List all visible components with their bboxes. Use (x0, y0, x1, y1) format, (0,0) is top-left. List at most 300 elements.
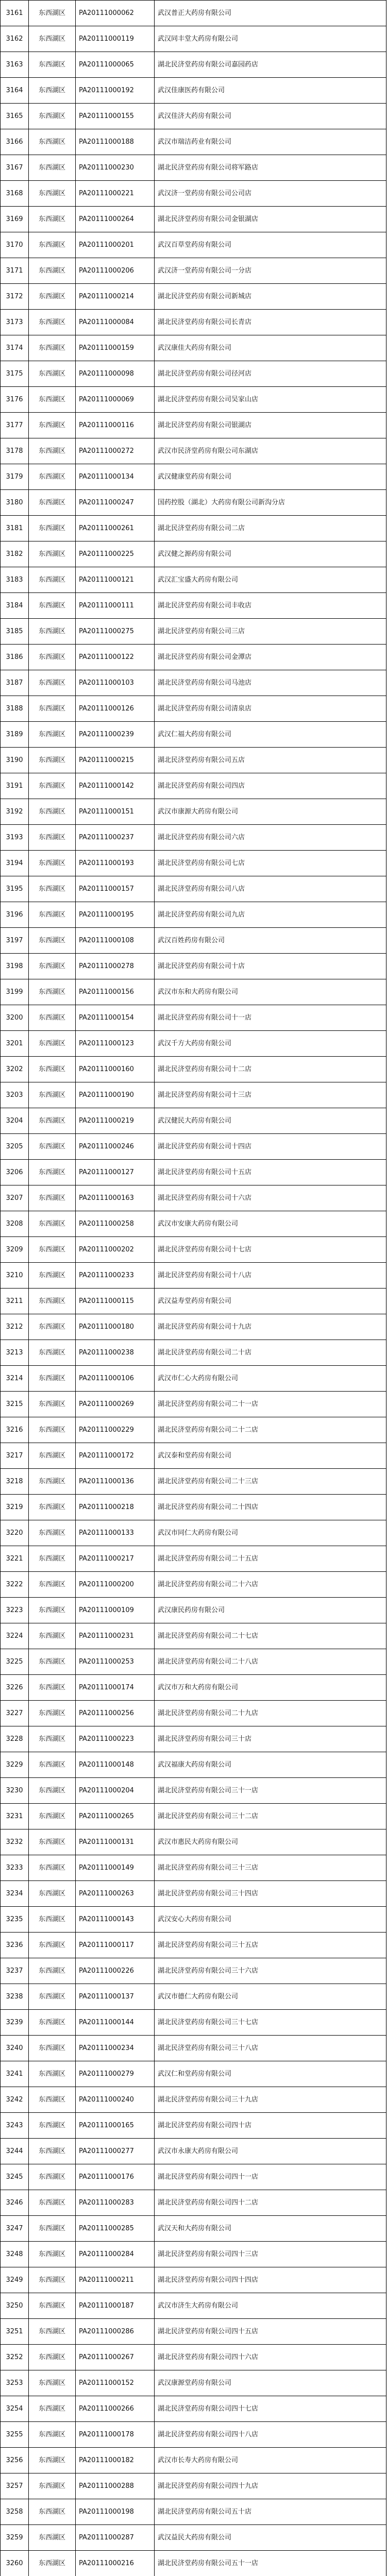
license-code-cell: PA20111000149 (76, 1855, 155, 1881)
row-number-cell: 3203 (1, 1082, 29, 1108)
row-number-cell: 3237 (1, 1958, 29, 1984)
license-code-cell: PA20111000288 (76, 2473, 155, 2499)
district-cell: 东西湖区 (29, 773, 76, 799)
district-cell: 东西湖区 (29, 1185, 76, 1211)
table-row (1, 2370, 386, 2396)
pharmacy-name-cell: 武汉康佳大药房有限公司 (155, 335, 386, 361)
table-row (1, 232, 386, 258)
row-number-cell: 3249 (1, 2267, 29, 2293)
table-row (1, 1649, 386, 1675)
license-code-cell: PA20111000221 (76, 181, 155, 207)
license-code-cell: PA20111000223 (76, 1726, 155, 1752)
pharmacy-name-cell: 武汉益民大药房有限公司 (155, 2525, 386, 2551)
pharmacy-name-cell: 武汉市惠民大药房有限公司 (155, 1829, 386, 1855)
pharmacy-name-cell: 湖北民济堂药房有限公司二十六店 (155, 1572, 386, 1598)
pharmacy-name-cell: 湖北民济堂药房有限公司二十三店 (155, 1469, 386, 1495)
table-row (1, 1546, 386, 1572)
pharmacy-name-cell: 湖北民济堂药房有限公司二十七店 (155, 1623, 386, 1649)
district-cell: 东西湖区 (29, 2242, 76, 2267)
license-code-cell: PA20111000160 (76, 1057, 155, 1082)
row-number-cell: 3202 (1, 1057, 29, 1082)
table-row (1, 1392, 386, 1417)
pharmacy-name-cell: 湖北民济堂药房有限公司十九店 (155, 1314, 386, 1340)
row-number-cell: 3170 (1, 232, 29, 258)
pharmacy-name-cell: 湖北民济堂药房有限公司三十四店 (155, 1881, 386, 1907)
district-cell: 东西湖区 (29, 181, 76, 207)
table-row (1, 1263, 386, 1289)
table-row (1, 1520, 386, 1546)
district-cell: 东西湖区 (29, 2267, 76, 2293)
row-number-cell: 3186 (1, 645, 29, 670)
row-number-cell: 3206 (1, 1160, 29, 1185)
district-cell: 东西湖区 (29, 310, 76, 335)
district-cell: 东西湖区 (29, 1546, 76, 1572)
license-code-cell: PA20111000239 (76, 722, 155, 748)
district-cell: 东西湖区 (29, 2473, 76, 2499)
license-code-cell: PA20111000103 (76, 670, 155, 696)
table-row (1, 1031, 386, 1057)
pharmacy-name-cell: 武汉百姓药房有限公司 (155, 928, 386, 954)
district-cell: 东西湖区 (29, 232, 76, 258)
district-cell: 东西湖区 (29, 1520, 76, 1546)
pharmacy-name-cell: 湖北民济堂药房有限公司六店 (155, 825, 386, 851)
license-code-cell: PA20111000126 (76, 696, 155, 722)
row-number-cell: 3234 (1, 1881, 29, 1907)
pharmacy-name-cell: 湖北民济堂药房有限公司二十九店 (155, 1701, 386, 1726)
license-code-cell: PA20111000119 (76, 26, 155, 52)
table-row (1, 1108, 386, 1134)
table-row (1, 2473, 386, 2499)
license-code-cell: PA20111000192 (76, 78, 155, 104)
license-code-cell: PA20111000230 (76, 155, 155, 181)
district-cell: 东西湖区 (29, 1855, 76, 1881)
pharmacy-name-cell: 武汉福康大药房有限公司 (155, 1752, 386, 1778)
row-number-cell: 3174 (1, 335, 29, 361)
license-code-cell: PA20111000152 (76, 2370, 155, 2396)
pharmacy-name-cell: 湖北民济堂药房有限公司十三店 (155, 1082, 386, 1108)
table-row (1, 2345, 386, 2370)
district-cell: 东西湖区 (29, 2551, 76, 2576)
pharmacy-name-cell: 武汉佳康医药有限公司 (155, 78, 386, 104)
table-row (1, 1082, 386, 1108)
district-cell: 东西湖区 (29, 2396, 76, 2422)
table-row (1, 1443, 386, 1469)
table-row (1, 207, 386, 232)
pharmacy-name-cell: 湖北民济堂药房有限公司长青店 (155, 310, 386, 335)
district-cell: 东西湖区 (29, 670, 76, 696)
table-row (1, 2190, 386, 2216)
license-code-cell: PA20111000240 (76, 2087, 155, 2113)
license-code-cell: PA20111000137 (76, 1984, 155, 2010)
pharmacy-name-cell: 湖北民济堂药房有限公司清泉店 (155, 696, 386, 722)
row-number-cell: 3171 (1, 258, 29, 284)
pharmacy-name-cell: 湖北民济堂药房有限公司三十一店 (155, 1778, 386, 1804)
district-cell: 东西湖区 (29, 696, 76, 722)
row-number-cell: 3212 (1, 1314, 29, 1340)
row-number-cell: 3199 (1, 979, 29, 1005)
pharmacy-name-cell: 湖北民济堂药房有限公司九店 (155, 902, 386, 928)
row-number-cell: 3244 (1, 2139, 29, 2164)
license-code-cell: PA20111000176 (76, 2164, 155, 2190)
district-cell: 东西湖区 (29, 2448, 76, 2473)
row-number-cell: 3180 (1, 490, 29, 516)
row-number-cell: 3213 (1, 1340, 29, 1366)
license-code-cell: PA20111000246 (76, 1134, 155, 1160)
table-row (1, 1726, 386, 1752)
license-code-cell: PA20111000117 (76, 1933, 155, 1958)
license-code-cell: PA20111000287 (76, 2525, 155, 2551)
row-number-cell: 3235 (1, 1907, 29, 1933)
district-cell: 东西湖区 (29, 155, 76, 181)
table-row (1, 2422, 386, 2448)
pharmacy-name-cell: 武汉汇宝盛大药房有限公司 (155, 567, 386, 593)
row-number-cell: 3250 (1, 2293, 29, 2319)
pharmacy-name-cell: 湖北民济堂药房有限公司四十二店 (155, 2190, 386, 2216)
table-row (1, 2036, 386, 2061)
license-code-cell: PA20111000206 (76, 258, 155, 284)
pharmacy-name-cell: 湖北民济堂药房有限公司五店 (155, 748, 386, 773)
table-row (1, 1572, 386, 1598)
district-cell: 东西湖区 (29, 1984, 76, 2010)
license-code-cell: PA20111000267 (76, 2345, 155, 2370)
row-number-cell: 3220 (1, 1520, 29, 1546)
pharmacy-name-cell: 湖北民济堂药房有限公司四十六店 (155, 2345, 386, 2370)
row-number-cell: 3231 (1, 1804, 29, 1829)
row-number-cell: 3163 (1, 52, 29, 78)
license-code-cell: PA20111000121 (76, 567, 155, 593)
row-number-cell: 3181 (1, 516, 29, 541)
license-code-cell: PA20111000214 (76, 284, 155, 310)
license-code-cell: PA20111000226 (76, 1958, 155, 1984)
table-row (1, 722, 386, 748)
table-row (1, 1134, 386, 1160)
row-number-cell: 3221 (1, 1546, 29, 1572)
district-cell: 东西湖区 (29, 413, 76, 438)
row-number-cell: 3253 (1, 2370, 29, 2396)
table-row (1, 2267, 386, 2293)
district-cell: 东西湖区 (29, 876, 76, 902)
license-code-cell: PA20111000131 (76, 1829, 155, 1855)
license-code-cell: PA20111000178 (76, 2422, 155, 2448)
row-number-cell: 3236 (1, 1933, 29, 1958)
pharmacy-name-cell: 武汉市同仁大药房有限公司 (155, 1520, 386, 1546)
license-code-cell: PA20111000159 (76, 335, 155, 361)
license-code-cell: PA20111000247 (76, 490, 155, 516)
table-row (1, 696, 386, 722)
table-row (1, 1623, 386, 1649)
license-code-cell: PA20111000234 (76, 2036, 155, 2061)
row-number-cell: 3210 (1, 1263, 29, 1289)
table-row (1, 2551, 386, 2576)
pharmacy-name-cell: 湖北民济堂药房有限公司十四店 (155, 1134, 386, 1160)
district-cell: 东西湖区 (29, 1881, 76, 1907)
table-row (1, 1598, 386, 1623)
license-code-cell: PA20111000098 (76, 361, 155, 387)
district-cell: 东西湖区 (29, 78, 76, 104)
license-code-cell: PA20111000123 (76, 1031, 155, 1057)
row-number-cell: 3188 (1, 696, 29, 722)
district-cell: 东西湖区 (29, 361, 76, 387)
pharmacy-name-cell: 湖北民济堂药房有限公司十六店 (155, 1185, 386, 1211)
pharmacy-name-cell: 湖北民济堂药房有限公司三十七店 (155, 2010, 386, 2036)
district-cell: 东西湖区 (29, 2113, 76, 2139)
pharmacy-name-cell: 武汉市济生大药房有限公司 (155, 2293, 386, 2319)
row-number-cell: 3243 (1, 2113, 29, 2139)
table-row (1, 1469, 386, 1495)
pharmacy-name-cell: 湖北民济堂药房有限公司十八店 (155, 1263, 386, 1289)
pharmacy-name-cell: 武汉市德仁大药房有限公司 (155, 1984, 386, 2010)
district-cell: 东西湖区 (29, 1958, 76, 1984)
row-number-cell: 3238 (1, 1984, 29, 2010)
license-code-cell: PA20111000109 (76, 1598, 155, 1623)
district-cell: 东西湖区 (29, 748, 76, 773)
license-code-cell: PA20111000084 (76, 310, 155, 335)
table-row (1, 1237, 386, 1263)
row-number-cell: 3211 (1, 1289, 29, 1314)
table-row (1, 1185, 386, 1211)
district-cell: 东西湖区 (29, 645, 76, 670)
row-number-cell: 3223 (1, 1598, 29, 1623)
district-cell: 东西湖区 (29, 2293, 76, 2319)
table-row (1, 876, 386, 902)
license-code-cell: PA20111000143 (76, 1907, 155, 1933)
table-row (1, 181, 386, 207)
license-code-cell: PA20111000265 (76, 1804, 155, 1829)
row-number-cell: 3162 (1, 26, 29, 52)
pharmacy-name-cell: 武汉市长寿大药房有限公司 (155, 2448, 386, 2473)
pharmacy-name-cell: 武汉济一堂药房有限公司公司店 (155, 181, 386, 207)
district-cell: 东西湖区 (29, 1031, 76, 1057)
license-code-cell: PA20111000233 (76, 1263, 155, 1289)
license-code-cell: PA20111000277 (76, 2139, 155, 2164)
pharmacy-name-cell: 湖北民济堂药房有限公司二十五店 (155, 1546, 386, 1572)
pharmacy-name-cell: 武汉济一堂药房有限公司一分店 (155, 258, 386, 284)
row-number-cell: 3242 (1, 2087, 29, 2113)
pharmacy-name-cell: 湖北民济堂药房有限公司四十八店 (155, 2422, 386, 2448)
row-number-cell: 3187 (1, 670, 29, 696)
table-row (1, 1289, 386, 1314)
table-row (1, 155, 386, 181)
table-row (1, 335, 386, 361)
row-number-cell: 3257 (1, 2473, 29, 2499)
district-cell: 东西湖区 (29, 799, 76, 825)
district-cell: 东西湖区 (29, 438, 76, 464)
pharmacy-name-cell: 武汉康源堂药房有限公司 (155, 2370, 386, 2396)
license-code-cell: PA20111000201 (76, 232, 155, 258)
table-row (1, 258, 386, 284)
row-number-cell: 3255 (1, 2422, 29, 2448)
row-number-cell: 3239 (1, 2010, 29, 2036)
pharmacy-name-cell: 武汉市安康大药房有限公司 (155, 1211, 386, 1237)
row-number-cell: 3196 (1, 902, 29, 928)
table-row (1, 2216, 386, 2242)
license-code-cell: PA20111000264 (76, 207, 155, 232)
pharmacy-name-cell: 湖北民济堂药房有限公司二十店 (155, 1340, 386, 1366)
row-number-cell: 3201 (1, 1031, 29, 1057)
row-number-cell: 3214 (1, 1366, 29, 1392)
table-row (1, 104, 386, 129)
district-cell: 东西湖区 (29, 1752, 76, 1778)
row-number-cell: 3195 (1, 876, 29, 902)
license-code-cell: PA20111000188 (76, 129, 155, 155)
table-row (1, 2525, 386, 2551)
district-cell: 东西湖区 (29, 2036, 76, 2061)
pharmacy-name-cell: 武汉仁和堂药房有限公司 (155, 2061, 386, 2087)
pharmacy-name-cell: 湖北民济堂药房有限公司八店 (155, 876, 386, 902)
table-row (1, 1829, 386, 1855)
table-row (1, 1752, 386, 1778)
district-cell: 东西湖区 (29, 516, 76, 541)
row-number-cell: 3194 (1, 851, 29, 876)
pharmacy-name-cell: 湖北民济堂药房有限公司径河店 (155, 361, 386, 387)
pharmacy-name-cell: 武汉佳济大药房有限公司 (155, 104, 386, 129)
pharmacy-name-cell: 湖北民济堂药房有限公司四店 (155, 773, 386, 799)
district-cell: 东西湖区 (29, 1211, 76, 1237)
license-code-cell: PA20111000142 (76, 773, 155, 799)
table-row (1, 310, 386, 335)
pharmacy-name-cell: 武汉安心大药房有限公司 (155, 1907, 386, 1933)
table-row (1, 1675, 386, 1701)
pharmacy-name-cell: 武汉同丰堂大药房有限公司 (155, 26, 386, 52)
pharmacy-name-cell: 武汉天和大药房有限公司 (155, 2216, 386, 2242)
license-code-cell: PA20111000216 (76, 2551, 155, 2576)
license-code-cell: PA20111000065 (76, 52, 155, 78)
district-cell: 东西湖区 (29, 2345, 76, 2370)
row-number-cell: 3251 (1, 2319, 29, 2345)
license-code-cell: PA20111000122 (76, 645, 155, 670)
row-number-cell: 3161 (1, 1, 29, 26)
license-code-cell: PA20111000237 (76, 825, 155, 851)
district-cell: 东西湖区 (29, 2422, 76, 2448)
pharmacy-name-cell: 湖北民济堂药房有限公司金潭店 (155, 645, 386, 670)
license-code-cell: PA20111000157 (76, 876, 155, 902)
license-code-cell: PA20111000165 (76, 2113, 155, 2139)
row-number-cell: 3240 (1, 2036, 29, 2061)
district-cell: 东西湖区 (29, 1701, 76, 1726)
district-cell: 东西湖区 (29, 1933, 76, 1958)
row-number-cell: 3225 (1, 1649, 29, 1675)
district-cell: 东西湖区 (29, 2010, 76, 2036)
license-code-cell: PA20111000258 (76, 1211, 155, 1237)
row-number-cell: 3190 (1, 748, 29, 773)
pharmacy-name-cell: 湖北民济堂药房有限公司三十店 (155, 1726, 386, 1752)
license-code-cell: PA20111000238 (76, 1340, 155, 1366)
license-code-cell: PA20111000133 (76, 1520, 155, 1546)
row-number-cell: 3168 (1, 181, 29, 207)
pharmacy-name-cell: 湖北民济堂药房有限公司五十店 (155, 2499, 386, 2525)
pharmacy-name-cell: 湖北民济堂药房有限公司吴家山店 (155, 387, 386, 413)
pharmacy-name-cell: 湖北民济堂药房有限公司新城店 (155, 284, 386, 310)
pharmacy-name-cell: 武汉市瑞洁药业有限公司 (155, 129, 386, 155)
license-code-cell: PA20111000116 (76, 413, 155, 438)
district-cell: 东西湖区 (29, 1057, 76, 1082)
pharmacy-name-cell: 湖北民济堂药房有限公司马池店 (155, 670, 386, 696)
district-cell: 东西湖区 (29, 1, 76, 26)
table-row (1, 1366, 386, 1392)
table-row (1, 78, 386, 104)
license-code-cell: PA20111000218 (76, 1495, 155, 1520)
license-code-cell: PA20111000231 (76, 1623, 155, 1649)
pharmacy-name-cell: 湖北民济堂药房有限公司四十七店 (155, 2396, 386, 2422)
table-row (1, 52, 386, 78)
row-number-cell: 3208 (1, 1211, 29, 1237)
district-cell: 东西湖区 (29, 541, 76, 567)
pharmacy-name-cell: 武汉市仁心大药房有限公司 (155, 1366, 386, 1392)
license-code-cell: PA20111000198 (76, 2499, 155, 2525)
table-row (1, 645, 386, 670)
row-number-cell: 3246 (1, 2190, 29, 2216)
row-number-cell: 3178 (1, 438, 29, 464)
pharmacy-name-cell: 武汉市万和大药房有限公司 (155, 1675, 386, 1701)
license-code-cell: PA20111000136 (76, 1469, 155, 1495)
license-code-cell: PA20111000115 (76, 1289, 155, 1314)
pharmacy-name-cell: 武汉市永康大药房有限公司 (155, 2139, 386, 2164)
pharmacy-name-cell: 武汉泰和堂药房有限公司 (155, 1443, 386, 1469)
district-cell: 东西湖区 (29, 825, 76, 851)
row-number-cell: 3215 (1, 1392, 29, 1417)
table-row (1, 851, 386, 876)
table-row (1, 2396, 386, 2422)
pharmacy-name-cell: 湖北民济堂药房有限公司三十八店 (155, 2036, 386, 2061)
row-number-cell: 3229 (1, 1752, 29, 1778)
row-number-cell: 3176 (1, 387, 29, 413)
license-code-cell: PA20111000275 (76, 619, 155, 645)
pharmacy-name-cell: 湖北民济堂药房有限公司四十四店 (155, 2267, 386, 2293)
table-row (1, 1778, 386, 1804)
district-cell: 东西湖区 (29, 258, 76, 284)
district-cell: 东西湖区 (29, 1829, 76, 1855)
district-cell: 东西湖区 (29, 1443, 76, 1469)
district-cell: 东西湖区 (29, 2319, 76, 2345)
row-number-cell: 3182 (1, 541, 29, 567)
row-number-cell: 3169 (1, 207, 29, 232)
table-row (1, 1804, 386, 1829)
license-code-cell: PA20111000151 (76, 799, 155, 825)
license-code-cell: PA20111000106 (76, 1366, 155, 1392)
pharmacy-name-cell: 湖北民济堂药房有限公司金银湖店 (155, 207, 386, 232)
district-cell: 东西湖区 (29, 129, 76, 155)
table-row (1, 2087, 386, 2113)
pharmacy-name-cell: 湖北民济堂药房有限公司五十一店 (155, 2551, 386, 2576)
district-cell: 东西湖区 (29, 1804, 76, 1829)
table-row (1, 2164, 386, 2190)
district-cell: 东西湖区 (29, 2190, 76, 2216)
table-row (1, 979, 386, 1005)
license-code-cell: PA20111000148 (76, 1752, 155, 1778)
table-row (1, 1417, 386, 1443)
pharmacy-name-cell: 湖北民济堂药房有限公司十店 (155, 954, 386, 979)
district-cell: 东西湖区 (29, 2525, 76, 2551)
license-code-cell: PA20111000256 (76, 1701, 155, 1726)
district-cell: 东西湖区 (29, 1134, 76, 1160)
table-row (1, 2293, 386, 2319)
pharmacy-name-cell: 湖北民济堂药房有限公司三十三店 (155, 1855, 386, 1881)
table-row (1, 490, 386, 516)
row-number-cell: 3259 (1, 2525, 29, 2551)
table-row (1, 26, 386, 52)
row-number-cell: 3207 (1, 1185, 29, 1211)
table-row (1, 387, 386, 413)
row-number-cell: 3179 (1, 464, 29, 490)
row-number-cell: 3183 (1, 567, 29, 593)
row-number-cell: 3219 (1, 1495, 29, 1520)
row-number-cell: 3204 (1, 1108, 29, 1134)
row-number-cell: 3252 (1, 2345, 29, 2370)
district-cell: 东西湖区 (29, 567, 76, 593)
district-cell: 东西湖区 (29, 2370, 76, 2396)
table-body (1, 1, 386, 2576)
row-number-cell: 3216 (1, 1417, 29, 1443)
